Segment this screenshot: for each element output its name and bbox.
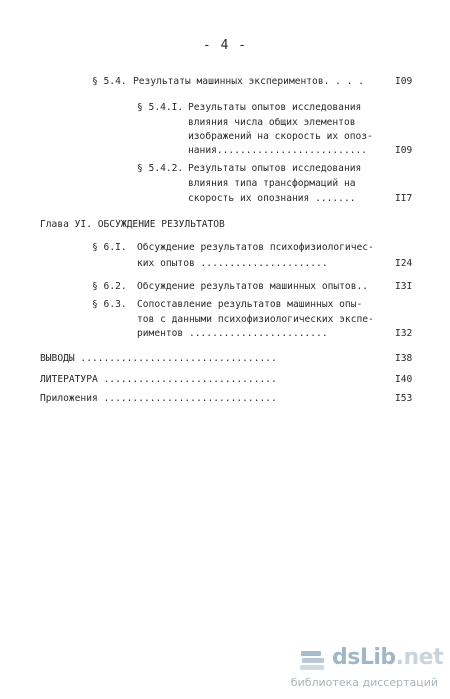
toc-page-number: I3I — [395, 281, 413, 292]
watermark-subtitle: библиотека диссертаций — [290, 676, 438, 689]
page-number: - 4 - — [202, 38, 248, 53]
book-stack-icon — [298, 647, 328, 673]
toc-section-number: § 5.4.I. — [137, 102, 184, 113]
toc-entry-title: тов с данными психофизиологических экспе- — [137, 314, 374, 325]
toc-page-number: I24 — [395, 258, 413, 269]
toc-entry-title: Сопоставление результатов машинных опы- — [137, 299, 363, 310]
toc-entry-title: Обсуждение результатов психофизиологичес- — [137, 242, 374, 253]
toc-section-number: § 6.I. — [92, 242, 127, 253]
watermark-brand-tld: .net — [395, 645, 444, 670]
toc-entry-title: ЛИТЕРАТУРА .............................. — [40, 374, 277, 385]
toc-entry-title: Обсуждение результатов машинных опытов.. — [137, 281, 369, 292]
toc-page-number: II7 — [395, 193, 413, 204]
toc-section-number: § 5.4. — [92, 76, 127, 87]
toc-section-number: § 6.2. — [92, 281, 127, 292]
toc-entry-title: нания.......................... — [188, 145, 368, 156]
toc-page-number: I09 — [395, 76, 413, 87]
toc-entry-title: Результаты опытов исследования — [188, 163, 362, 174]
toc-page-number: I32 — [395, 328, 413, 339]
toc-entry-title: риментов ........................ — [137, 328, 328, 339]
toc-section-number: § 5.4.2. — [137, 163, 184, 174]
chapter-title: Глава УI. ОБСУЖДЕНИЕ РЕЗУЛЬТАТОВ — [40, 219, 225, 230]
toc-entry-title: влияния типа трансформаций на — [188, 178, 356, 189]
toc-page-number: I09 — [395, 145, 413, 156]
toc-entry-title: Приложения .............................. — [40, 393, 277, 404]
watermark — [278, 645, 444, 691]
toc-page-number: I53 — [395, 393, 413, 404]
watermark-brand-main: dsLib — [332, 645, 396, 670]
toc-entry-title: ких опытов ...................... — [137, 258, 328, 269]
toc-entry-title: влияния числа общих элементов — [188, 117, 356, 128]
toc-entry-title: ВЫВОДЫ .................................. — [40, 353, 277, 364]
toc-entry-title: скорость их опознания ....... — [188, 193, 356, 204]
toc-page-number: I38 — [395, 353, 413, 364]
watermark-logo — [298, 645, 444, 675]
toc-page-number: I40 — [395, 374, 413, 385]
toc-entry-title: изображений на скорость их опоз- — [188, 131, 373, 142]
watermark-brand — [332, 645, 443, 670]
toc-section-number: § 6.3. — [92, 299, 127, 310]
toc-entry-title: Результаты машинных экспериментов. . . . — [133, 76, 365, 87]
toc-entry-title: Результаты опытов исследования — [188, 102, 362, 113]
